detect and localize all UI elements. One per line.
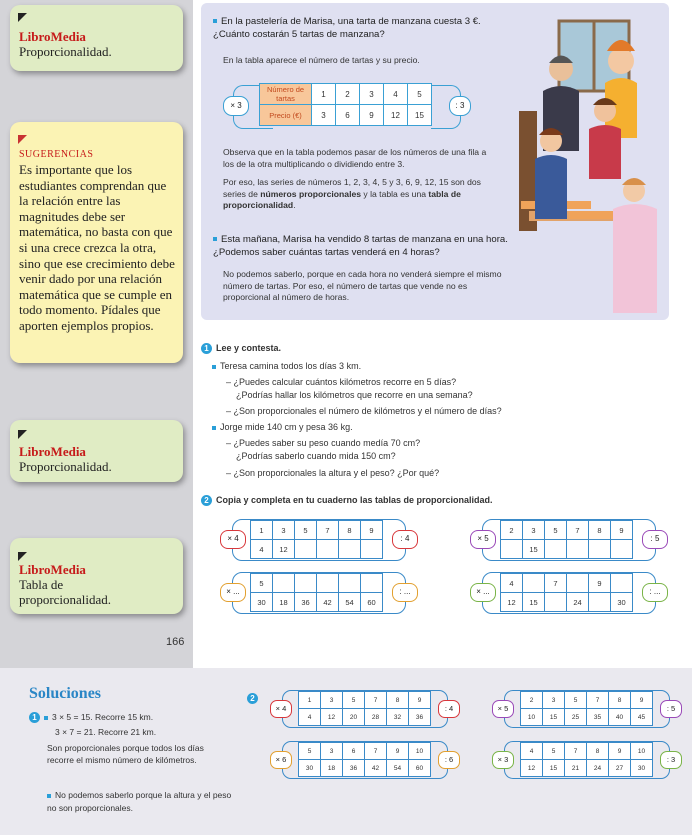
table-cell: 8 xyxy=(589,521,611,540)
table-cell xyxy=(339,540,361,559)
table-cell: 9 xyxy=(409,692,431,709)
sugerencias-title: SUGERENCIAS xyxy=(19,149,94,160)
table-cell: 4 xyxy=(299,709,321,726)
table-cell: 2 xyxy=(501,521,523,540)
table-cell: 9 xyxy=(631,692,653,709)
table-cell: 7 xyxy=(365,743,387,760)
table-cell xyxy=(611,540,633,559)
solution-table-3 xyxy=(298,742,431,777)
libromedia-card-1[interactable] xyxy=(10,5,183,71)
solution-1-line-4: No podemos saberlo porque la altura y el peso no son proporcionales. xyxy=(47,790,232,813)
exercise-2-title: 2 Copia y completa en tu cuaderno las tablas de proporcionalidad. xyxy=(201,495,493,506)
bullet-icon xyxy=(47,794,51,798)
solution-table-1 xyxy=(298,691,431,726)
table-cell: 30 xyxy=(611,593,633,612)
table-cell: 12 xyxy=(273,540,295,559)
table-cell: 42 xyxy=(317,593,339,612)
table-cell xyxy=(339,574,361,593)
divider-label: : ... xyxy=(392,583,418,602)
table-cell: 10 xyxy=(631,743,653,760)
divider-label: : 5 xyxy=(642,530,668,549)
table-cell: 7 xyxy=(545,574,567,593)
table-cell: 28 xyxy=(365,709,387,726)
table-cell: 24 xyxy=(587,760,609,777)
table-cell: 5 xyxy=(251,574,273,593)
multiplier-label: × ... xyxy=(220,583,246,602)
card-text: Tabla de proporcionalidad. xyxy=(19,577,112,607)
paragraph-3: No podemos saberlo, porque en cada hora no venderá siempre el mismo número de tartas. Por eso, el número de tartas que vende no es proporcional al número de horas. xyxy=(223,269,502,302)
table-cell: 30 xyxy=(631,760,653,777)
table-cell xyxy=(317,540,339,559)
divider-label: : 4 xyxy=(438,700,460,718)
multiplier-label: × 3 xyxy=(223,96,249,116)
flag-icon xyxy=(18,430,27,439)
divider-label: : 3 xyxy=(660,751,682,769)
table-cell xyxy=(545,540,567,559)
table-cell: 10 xyxy=(409,743,431,760)
page-number: 166 xyxy=(166,636,185,648)
libromedia-card-3[interactable] xyxy=(10,538,183,614)
flag-icon xyxy=(18,13,27,22)
table-cell xyxy=(589,593,611,612)
table-cell: 5 xyxy=(543,743,565,760)
solution-table-4 xyxy=(520,742,653,777)
flag-icon xyxy=(18,552,27,561)
table-cell: 6 xyxy=(343,743,365,760)
table-cell: 5 xyxy=(343,692,365,709)
table-cell: 27 xyxy=(609,760,631,777)
table-cell: 8 xyxy=(587,743,609,760)
exercise-1-b2: ¿Podrías saberlo cuando mida 150 cm? xyxy=(236,451,396,461)
exercise-1-a2: ¿Podrías hallar los kilómetros que recorre en una semana? xyxy=(236,390,473,400)
card-title: LibroMedia xyxy=(19,29,86,44)
proportion-table-3 xyxy=(250,573,383,612)
table-cell: 15 xyxy=(523,593,545,612)
table-cell: 9 xyxy=(609,743,631,760)
exercise-1-title: 1 Lee y contesta. xyxy=(201,343,281,354)
table-cell: 9 xyxy=(361,521,383,540)
table-cell: 7 xyxy=(587,692,609,709)
card-title: LibroMedia xyxy=(19,444,86,459)
table-cell: 9 xyxy=(611,521,633,540)
divider-label: : 6 xyxy=(438,751,460,769)
divider-label: : ... xyxy=(642,583,668,602)
bullet-icon xyxy=(213,19,217,23)
table-cell xyxy=(523,574,545,593)
table-cell: 21 xyxy=(565,760,587,777)
table-cell: 3 xyxy=(321,692,343,709)
table-cell: 20 xyxy=(343,709,365,726)
table-cell: 5 xyxy=(299,743,321,760)
table-cell: 5 xyxy=(565,692,587,709)
table-cell: 18 xyxy=(273,593,295,612)
table-cell: 7 xyxy=(317,521,339,540)
exercise-1-b1: – ¿Puedes saber su peso cuando medía 70 cm? xyxy=(226,438,421,448)
table-cell: 36 xyxy=(343,760,365,777)
table-cell: 45 xyxy=(631,709,653,726)
bullet-icon xyxy=(212,365,216,369)
table-cell: 4 xyxy=(251,540,273,559)
table-intro: En la tabla aparece el número de tartas y su precio. xyxy=(223,55,420,65)
table-cell xyxy=(361,574,383,593)
paragraph-1: Observa que en la tabla podemos pasar de los números de una fila a los de la otra multiplicando o dividiendo entre 3. xyxy=(223,147,487,169)
table-cell: 9 xyxy=(387,743,409,760)
multiplier-label: × 4 xyxy=(270,700,292,718)
solution-1-line-2: 3 × 7 = 21. Recorre 21 km. xyxy=(55,727,157,737)
exercise-1-a1: – ¿Puedes calcular cuántos kilómetros recorre en 5 días? xyxy=(226,377,457,387)
bakery-illustration xyxy=(509,11,667,313)
table-cell: 35 xyxy=(587,709,609,726)
table-cell xyxy=(545,593,567,612)
table-cell: 60 xyxy=(409,760,431,777)
table-cell: 8 xyxy=(609,692,631,709)
table-cell xyxy=(501,540,523,559)
table-cell: 40 xyxy=(609,709,631,726)
table-cell: 4 xyxy=(521,743,543,760)
table-cell xyxy=(589,540,611,559)
multiplier-label: × ... xyxy=(470,583,496,602)
table-cell: 4 xyxy=(501,574,523,593)
table-cell: 12 xyxy=(521,760,543,777)
table-cell: 3 xyxy=(523,521,545,540)
table-cell: 1 xyxy=(299,692,321,709)
exercise-1-a: Teresa camina todos los días 3 km. xyxy=(212,361,361,371)
table-cell: 54 xyxy=(339,593,361,612)
row-label-tartas: Número de tartas xyxy=(260,84,312,105)
sugerencias-text: Es importante que los estudiantes comprendan que la relación entre las magnitudes debe ser matemática, no basta con que si una crece crezca la otra, sino que ese crecimiento debe venir dado por una relación matemática que se cumple en todo momento. Pídales que aporten ejemplos propios. xyxy=(19,162,175,333)
table-cell xyxy=(567,540,589,559)
card-title: LibroMedia xyxy=(19,562,86,577)
table-cell: 30 xyxy=(251,593,273,612)
table-cell: 12 xyxy=(501,593,523,612)
divider-label: : 5 xyxy=(660,700,682,718)
table-cell: 1 xyxy=(251,521,273,540)
table-cell: 42 xyxy=(365,760,387,777)
proportion-table: Número de tartas 1 2 3 4 5 Precio (€) 3 6 9 12 15 xyxy=(259,83,432,126)
divider-label: : 4 xyxy=(392,530,418,549)
table-cell: 8 xyxy=(387,692,409,709)
exercise-1-b: Jorge mide 140 cm y pesa 36 kg. xyxy=(212,422,353,432)
exercise-number-icon: 1 xyxy=(201,343,212,354)
bullet-icon xyxy=(212,426,216,430)
table-cell: 3 xyxy=(543,692,565,709)
proportion-table-1 xyxy=(250,520,383,559)
table-cell: 7 xyxy=(567,521,589,540)
table-cell: 18 xyxy=(321,760,343,777)
bullet-icon xyxy=(213,237,217,241)
table-cell: 36 xyxy=(409,709,431,726)
solution-table-2 xyxy=(520,691,653,726)
table-cell: 36 xyxy=(295,593,317,612)
table-cell: 3 xyxy=(321,743,343,760)
table-cell xyxy=(611,574,633,593)
table-cell: 9 xyxy=(589,574,611,593)
table-cell: 7 xyxy=(365,692,387,709)
solution-1-line-3: Son proporcionales porque todos los días recorre el mismo número de kilómetros. xyxy=(47,743,204,765)
table-cell: 30 xyxy=(299,760,321,777)
table-cell: 5 xyxy=(545,521,567,540)
multiplier-label: × 5 xyxy=(470,530,496,549)
question-2: Esta mañana, Marisa ha vendido 8 tartas de manzana en una hora. ¿Podemos saber cuántas tartas venderá en 4 horas? xyxy=(213,234,508,258)
bullet-icon xyxy=(44,716,48,720)
libromedia-card-2[interactable] xyxy=(10,420,183,482)
table-cell xyxy=(567,574,589,593)
flag-icon xyxy=(18,135,27,144)
table-cell: 3 xyxy=(273,521,295,540)
exercise-number-icon: 2 xyxy=(201,495,212,506)
multiplier-label: × 3 xyxy=(492,751,514,769)
table-cell xyxy=(361,540,383,559)
table-cell: 60 xyxy=(361,593,383,612)
table-cell xyxy=(295,540,317,559)
divider-label: : 3 xyxy=(449,96,471,116)
sugerencias-card xyxy=(10,122,183,363)
exercise-number-icon: 1 xyxy=(29,712,40,723)
paragraph-2: Por eso, las series de números 1, 2, 3, 4, 5 y 3, 6, 9, 12, 15 son dos series de números proporcionales y la tabla es una tabla de proporcionalidad. xyxy=(223,177,481,210)
table-cell: 15 xyxy=(523,540,545,559)
table-cell xyxy=(273,574,295,593)
exercise-1-a3: – ¿Son proporcionales el número de kilómetros y el número de días? xyxy=(226,406,502,416)
table-cell: 15 xyxy=(543,709,565,726)
soluciones-title: Soluciones xyxy=(29,685,102,702)
proportion-table-2 xyxy=(500,520,633,559)
table-cell: 7 xyxy=(565,743,587,760)
table-cell: 5 xyxy=(295,521,317,540)
multiplier-label: × 5 xyxy=(492,700,514,718)
multiplier-label: × 6 xyxy=(270,751,292,769)
table-cell: 8 xyxy=(339,521,361,540)
solution-1-line-1: 1 3 × 5 = 15. Recorre 15 km. xyxy=(29,712,153,723)
multiplier-label: × 4 xyxy=(220,530,246,549)
table-cell: 12 xyxy=(321,709,343,726)
solution-2-number xyxy=(247,688,262,706)
table-cell: 32 xyxy=(387,709,409,726)
example-box xyxy=(201,3,669,320)
table-cell: 15 xyxy=(543,760,565,777)
table-cell: 10 xyxy=(521,709,543,726)
exercise-1-b3: – ¿Son proporcionales la altura y el peso? ¿Por qué? xyxy=(226,468,440,478)
table-cell: 54 xyxy=(387,760,409,777)
proportion-table-4 xyxy=(500,573,633,612)
row-label-precio: Precio (€) xyxy=(260,105,312,126)
card-text: Proporcionalidad. xyxy=(19,44,112,59)
table-cell xyxy=(317,574,339,593)
table-cell: 24 xyxy=(567,593,589,612)
table-cell: 25 xyxy=(565,709,587,726)
table-cell: 2 xyxy=(521,692,543,709)
exercise-number-icon: 2 xyxy=(247,693,258,704)
question-1: En la pastelería de Marisa, una tarta de manzana cuesta 3 €. ¿Cuánto costarán 5 tartas de manzana? xyxy=(213,16,481,40)
card-text: Proporcionalidad. xyxy=(19,459,112,474)
table-cell xyxy=(295,574,317,593)
